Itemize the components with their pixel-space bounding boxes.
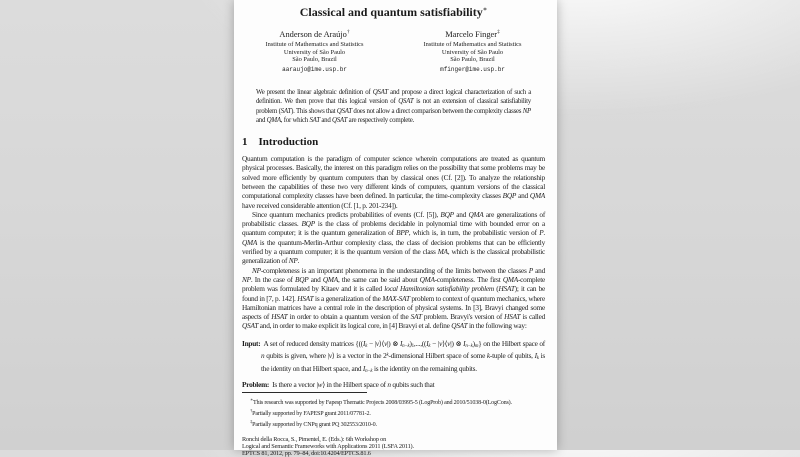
- author-affiliation-line: Institute of Mathematics and Statistics: [423, 41, 522, 49]
- input-text: A set of reduced density matrices {((Ik − |v⟩⟨v|) ⊗ In−k)1,...,((Ik − |v⟩⟨v|) ⊗ In−k)m} on the Hilbert space of n qubits is given, where |v⟩ is a vector in the 2$^k$-dimensional Hilbert space of some k-tuple of qubits, Ik is the identity on that Hilbert space, and In−k is the identity on the remaining qubits.: [261, 338, 545, 374]
- section-heading: [242, 136, 545, 148]
- introduction-body: [242, 154, 545, 331]
- footer-volume-text: EPTCS 81, 2012, pp. 79–84,: [242, 450, 312, 457]
- paragraph: NP-completeness is an important phenomena in the understanding of the limits between the classes P and NP. In the case of BQP and QMA, the same can be said about QMA-completeness. The first QMA-complete problem was formulated by Kitaev and it is called local Hamiltonian satisfiability problem (HSAT); it can be found in [7, p. 142]. HSAT is a generalization of the MAX-SAT problem to context of quantum mechanics, where Hamiltonian matrices have a central role in the description of physical systems. In [3], Bravyi changed some aspects of HSAT in order to obtain a quantum version of the SAT problem. Bravyi's version of HSAT is called QSAT and, in order to make explicit its logical core, in [4] Bravyi et al. define QSAT in the following way:: [242, 265, 545, 331]
- footnote-divider: [242, 392, 367, 393]
- doi-link[interactable]: doi:10.4204/EPTCS.81.6: [311, 450, 371, 457]
- paper-title-text: Classical and quantum satisfiability: [299, 5, 483, 19]
- author-affiliation-line: Institute of Mathematics and Statistics: [265, 41, 364, 49]
- footnote-text: Partially supported by FAPESP grant 2011/07781-2.: [252, 410, 371, 417]
- author-email-link[interactable]: aaraujo@ime.usp.br: [282, 65, 347, 73]
- footnote-mark: ∗: [250, 396, 253, 402]
- footnote-text: This research was supported by Fapesp Thematic Projects 2008/03995-5 (LogProb) and 2010/51038-0(LogCons).: [252, 399, 512, 406]
- author-name: Marcelo Finger‡: [445, 29, 500, 39]
- section-number: 1: [242, 136, 248, 149]
- author-affiliation-line: University of São Paulo: [441, 48, 504, 56]
- abstract-text: We present the linear algebraic definition of QSAT and propose a direct logical characterization of such a definition. We then prove that this logical version of QSAT is not an extension of classical satisfiability problem (SAT). This shows that QSAT does not allow a direct comparison between the complexity classes NP and QMA, for which SAT and QSAT are respectively complete.: [256, 88, 532, 124]
- problem-block: [242, 380, 545, 390]
- author-block: [249, 28, 381, 73]
- footnote: [242, 407, 545, 418]
- footnote: [242, 396, 545, 407]
- authors-row: [242, 28, 545, 73]
- author-block: [407, 28, 539, 73]
- paragraph: Since quantum mechanics predicts probabilities of events (Cf. [5]), BQP and QMA are generalizations of probabilistic classes. BQP is the class of problems decidable in polynomial time with bounded error on a quantum computer; it is the quantum generalization of BPP, which is, in turn, the probabilistic version of P. QMA is the quantum-Merlin-Arthur complexity class, the class of decision problems that can be efficiently verified by a quantum computer; it is the quantum version of the class MA, which is the classical probabilistic generalization of NP.: [242, 209, 546, 266]
- footnotes: [242, 396, 545, 429]
- footnote-mark: ‡: [250, 418, 253, 424]
- footer-line: Ronchi della Rocca, S., Pimentel, E. (Eds.): 6th Workshop on: [242, 435, 387, 443]
- problem-label: Problem:: [242, 380, 270, 390]
- footnote-mark: †: [250, 407, 253, 413]
- author-name: Anderson de Araújo†: [279, 29, 350, 39]
- author-affiliation-line: University of São Paulo: [283, 48, 346, 56]
- page-bottom: [242, 392, 545, 457]
- author-footnote-mark: †: [346, 29, 350, 35]
- title-footnote-mark: ∗: [482, 6, 488, 13]
- paper-page: [234, 0, 557, 457]
- author-affiliation-line: São Paulo, Brazil: [292, 55, 337, 63]
- author-affiliation-line: São Paulo, Brazil: [450, 55, 495, 63]
- author-email-link[interactable]: mfinger@ime.usp.br: [440, 65, 505, 73]
- publication-footer: [242, 436, 545, 457]
- footer-volume-line: [242, 450, 545, 457]
- section-title: Introduction: [258, 136, 319, 149]
- footnote: [242, 418, 545, 429]
- page-title: [242, 3, 545, 19]
- author-footnote-mark: ‡: [497, 29, 500, 35]
- input-block: [242, 339, 545, 377]
- footnote-text: Partially supported by CNPq grant PQ 302553/2010-0.: [252, 421, 377, 428]
- paragraph: Quantum computation is the paradigm of computer science wherein computations are treated as quantum physical processes. Basically, the interest on this paradigm relies on the possibility that some problems may be solved more efficiently by quantum computers than by classical ones (Cf. [2]). To analyze the relationship between the capabilities of these two very different kinds of computers, quantum versions of the classical computational complexity classes have been defined. In particular, the time-complexity classes BQP and QMA have received considerable attention (Cf. [1, p. 201-234]).: [242, 154, 546, 210]
- footer-line: Logical and Semantic Frameworks with Applications 2011 (LSFA 2011).: [242, 443, 414, 451]
- problem-text: Is there a vector |w⟩ in the Hilbert space of n qubits such that: [272, 380, 435, 390]
- input-label: Input:: [242, 338, 261, 348]
